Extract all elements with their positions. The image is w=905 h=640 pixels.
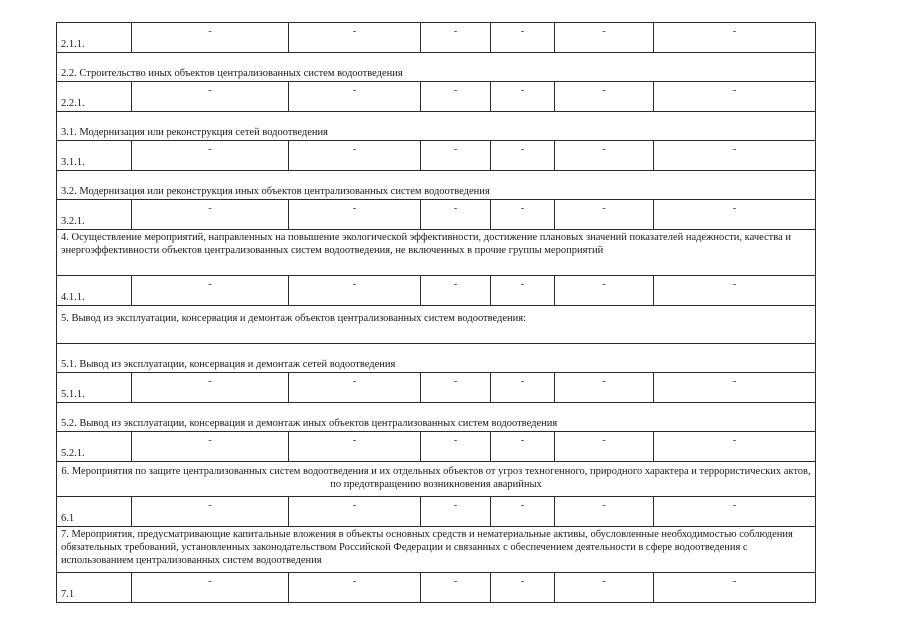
activities-table bbox=[56, 22, 816, 603]
table-row bbox=[57, 82, 816, 112]
section-header-row bbox=[57, 344, 816, 373]
table-row bbox=[57, 373, 816, 403]
empty-value-cell: - bbox=[491, 497, 555, 527]
empty-value-cell: - bbox=[132, 497, 289, 527]
section-heading: 3.1. Модернизация или реконструкция сетей водоотведения bbox=[57, 112, 816, 141]
empty-value-cell: - bbox=[555, 141, 654, 171]
empty-value-cell: - bbox=[421, 82, 491, 112]
empty-value-cell: - bbox=[132, 573, 289, 603]
empty-value-cell: - bbox=[132, 200, 289, 230]
empty-value-cell: - bbox=[132, 141, 289, 171]
empty-value-cell: - bbox=[289, 497, 421, 527]
table-row bbox=[57, 23, 816, 53]
section-heading: 7. Мероприятия, предусматривающие капитальные вложения в объекты основных средств и нематериальные активы, обусловленные необходимостью соблюдения обязательных требований, установленных законодательством Российской Федерации и связанных с обеспечением деятельности в сфере водоотведения с использованием централизованных систем водоотведения bbox=[57, 527, 816, 573]
row-number-cell: 5.2.1. bbox=[57, 432, 132, 462]
row-number-cell: 5.1.1. bbox=[57, 373, 132, 403]
table-body bbox=[57, 23, 816, 603]
empty-value-cell: - bbox=[555, 23, 654, 53]
empty-value-cell: - bbox=[491, 200, 555, 230]
empty-value-cell: - bbox=[654, 373, 816, 403]
empty-value-cell: - bbox=[654, 497, 816, 527]
empty-value-cell: - bbox=[555, 373, 654, 403]
empty-value-cell: - bbox=[132, 23, 289, 53]
section-header-row bbox=[57, 527, 816, 573]
empty-value-cell: - bbox=[289, 82, 421, 112]
empty-value-cell: - bbox=[491, 82, 555, 112]
empty-value-cell: - bbox=[654, 573, 816, 603]
empty-value-cell: - bbox=[491, 432, 555, 462]
table-row bbox=[57, 141, 816, 171]
section-header-row bbox=[57, 112, 816, 141]
section-heading: 5.2. Вывод из эксплуатации, консервация и демонтаж иных объектов централизованных систем водоотведения bbox=[57, 403, 816, 432]
empty-value-cell: - bbox=[289, 432, 421, 462]
empty-value-cell: - bbox=[289, 276, 421, 306]
section-header-row bbox=[57, 171, 816, 200]
table-row bbox=[57, 200, 816, 230]
section-heading: 2.2. Строительство иных объектов централизованных систем водоотведения bbox=[57, 53, 816, 82]
row-number-cell: 7.1 bbox=[57, 573, 132, 603]
empty-value-cell: - bbox=[421, 200, 491, 230]
section-heading: 5.1. Вывод из эксплуатации, консервация и демонтаж сетей водоотведения bbox=[57, 344, 816, 373]
empty-value-cell: - bbox=[654, 82, 816, 112]
empty-value-cell: - bbox=[555, 200, 654, 230]
empty-value-cell: - bbox=[421, 573, 491, 603]
empty-value-cell: - bbox=[654, 432, 816, 462]
empty-value-cell: - bbox=[289, 573, 421, 603]
empty-value-cell: - bbox=[132, 82, 289, 112]
empty-value-cell: - bbox=[289, 373, 421, 403]
empty-value-cell: - bbox=[289, 23, 421, 53]
empty-value-cell: - bbox=[421, 141, 491, 171]
empty-value-cell: - bbox=[421, 373, 491, 403]
section-heading: 4. Осуществление мероприятий, направленных на повышение экологической эффективности, достижение плановых значений показателей надежности, качества и энергоэффективности объектов централизованных систем водоотведения, не включенных в прочие группы мероприятий bbox=[57, 230, 816, 276]
empty-value-cell: - bbox=[491, 141, 555, 171]
section-heading: 5. Вывод из эксплуатации, консервация и демонтаж объектов централизованных систем водоотведения: bbox=[57, 306, 816, 344]
empty-value-cell: - bbox=[555, 497, 654, 527]
section-header-row bbox=[57, 53, 816, 82]
row-number-cell: 3.2.1. bbox=[57, 200, 132, 230]
empty-value-cell: - bbox=[555, 276, 654, 306]
empty-value-cell: - bbox=[289, 141, 421, 171]
row-number-cell: 6.1 bbox=[57, 497, 132, 527]
empty-value-cell: - bbox=[555, 432, 654, 462]
empty-value-cell: - bbox=[654, 200, 816, 230]
row-number-cell: 2.1.1. bbox=[57, 23, 132, 53]
empty-value-cell: - bbox=[132, 276, 289, 306]
row-number-cell: 4.1.1. bbox=[57, 276, 132, 306]
empty-value-cell: - bbox=[555, 82, 654, 112]
section-header-row bbox=[57, 306, 816, 344]
empty-value-cell: - bbox=[491, 373, 555, 403]
empty-value-cell: - bbox=[654, 23, 816, 53]
empty-value-cell: - bbox=[491, 573, 555, 603]
section-heading: 6. Мероприятия по защите централизованных систем водоотведения и их отдельных объектов от угроз техногенного, природного характера и террористических актов, по предотвращению возникновения аварийных bbox=[57, 462, 816, 497]
section-header-row bbox=[57, 403, 816, 432]
empty-value-cell: - bbox=[491, 23, 555, 53]
table-row bbox=[57, 432, 816, 462]
table-row bbox=[57, 276, 816, 306]
empty-value-cell: - bbox=[421, 23, 491, 53]
section-heading: 3.2. Модернизация или реконструкция иных объектов централизованных систем водоотведения bbox=[57, 171, 816, 200]
row-number-cell: 2.2.1. bbox=[57, 82, 132, 112]
table-row bbox=[57, 497, 816, 527]
empty-value-cell: - bbox=[654, 141, 816, 171]
empty-value-cell: - bbox=[421, 276, 491, 306]
empty-value-cell: - bbox=[289, 200, 421, 230]
empty-value-cell: - bbox=[421, 497, 491, 527]
section-header-row bbox=[57, 230, 816, 276]
empty-value-cell: - bbox=[491, 276, 555, 306]
empty-value-cell: - bbox=[421, 432, 491, 462]
table-row bbox=[57, 573, 816, 603]
empty-value-cell: - bbox=[555, 573, 654, 603]
empty-value-cell: - bbox=[132, 373, 289, 403]
row-number-cell: 3.1.1. bbox=[57, 141, 132, 171]
section-header-row bbox=[57, 462, 816, 497]
empty-value-cell: - bbox=[654, 276, 816, 306]
empty-value-cell: - bbox=[132, 432, 289, 462]
